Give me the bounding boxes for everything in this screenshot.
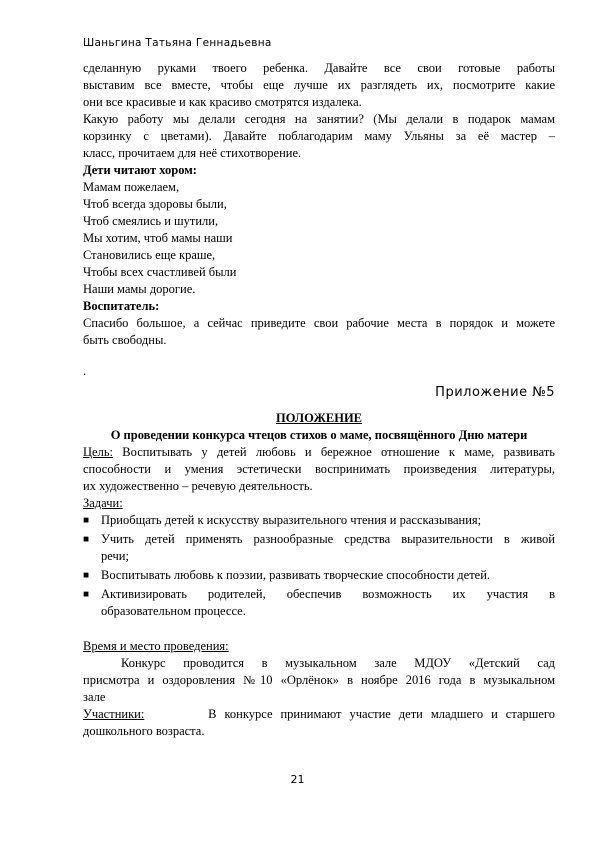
task-line: речи; bbox=[101, 549, 129, 563]
teacher-label: Воспитатель: bbox=[83, 299, 160, 313]
appendix-label: Приложение №5 bbox=[435, 385, 555, 400]
paragraph-line: сделанную руками твоего ребенка. Давайте все свои готовые работы bbox=[83, 61, 555, 75]
tasks-label: Задачи: bbox=[83, 496, 123, 510]
bullet-icon: ■ bbox=[83, 515, 90, 526]
time-line: Конкурс проводится в музыкальном зале МДОУ «Детский сад bbox=[121, 656, 555, 670]
poem-line: Становились еще краше, bbox=[83, 248, 216, 262]
poem-line: Чтоб всегда здоровы были, bbox=[83, 197, 227, 211]
page-number: 21 bbox=[290, 773, 305, 786]
goal-line: способности и умения эстетически воспринимать произведения литературы, bbox=[83, 462, 555, 476]
goal-line: их художественно – речевую деятельность. bbox=[83, 479, 313, 493]
list-item bbox=[83, 512, 555, 529]
poem-line: Чтоб смеялись и шутили, bbox=[83, 214, 219, 228]
list-item bbox=[83, 567, 555, 584]
spacer bbox=[83, 622, 555, 638]
time-line: зале bbox=[83, 690, 106, 704]
task-line: Учить детей применять разнообразные средства выразительности в живой bbox=[101, 532, 555, 546]
poem-line: Мы хотим, чтоб мамы наши bbox=[83, 231, 233, 245]
paragraph-line: корзинку с цветами). Давайте поблагодарим маму Ульяны за её мастер – bbox=[83, 129, 555, 143]
regulation-subtitle: О проведении конкурса чтецов стихов о маме, посвящённого Дню матери bbox=[110, 428, 528, 442]
bullet-icon: ■ bbox=[83, 534, 90, 545]
participants-label: Участники: bbox=[83, 707, 145, 721]
poem-line: Мамам пожелаем, bbox=[83, 180, 180, 194]
paragraph-line: класс, прочитаем для неё стихотворение. bbox=[83, 146, 302, 160]
participants-line bbox=[83, 706, 555, 723]
page-header-author: Шаньгина Татьяна Геннадьевна bbox=[83, 37, 272, 49]
poem-line: Наши мамы дорогие. bbox=[83, 282, 196, 296]
top-section bbox=[83, 60, 555, 381]
list-item bbox=[83, 531, 555, 565]
paragraph-line: Спасибо большое, а сейчас приведите свои рабочие места в порядок и можете bbox=[83, 316, 555, 330]
participants-text: В конкурсе принимают участие дети младшего и старшего bbox=[144, 707, 555, 721]
time-line: присмотра и оздоровления №10 «Орлёнок» в ноябре 2016 года в музыкальном bbox=[83, 673, 555, 687]
list-item bbox=[83, 586, 555, 620]
goal-label: Цель: bbox=[83, 445, 113, 459]
task-line: образовательном процессе. bbox=[101, 604, 246, 618]
tasks-list bbox=[83, 512, 555, 620]
participants-line: дошкольного возраста. bbox=[83, 724, 205, 738]
regulation-title: ПОЛОЖЕНИЕ bbox=[275, 411, 363, 425]
task-line: Воспитывать любовь к поэзии, развивать творческие способности детей. bbox=[101, 568, 491, 582]
poem bbox=[83, 179, 555, 298]
goal-text: Воспитывать у детей любовь и бережное отношение к маме, развивать bbox=[113, 445, 555, 459]
paragraph-line: они все красивые и как красиво смотрятся издалека. bbox=[83, 95, 362, 109]
paragraph-line: быть свободны. bbox=[83, 333, 167, 347]
chorus-label: Дети читают хором: bbox=[83, 163, 197, 177]
bullet-icon: ■ bbox=[83, 589, 90, 600]
bullet-icon: ■ bbox=[83, 570, 90, 581]
task-line: Приобщать детей к искусству выразительного чтения и рассказывания; bbox=[101, 513, 482, 527]
goal-line bbox=[83, 444, 555, 461]
time-label: Время и место проведения: bbox=[83, 639, 229, 653]
task-line: Активизировать родителей, обеспечив возможность их участия в bbox=[101, 587, 555, 601]
paragraph-line: выставим все вместе, чтобы еще лучше их разглядеть их, посмотрите какие bbox=[83, 78, 555, 92]
poem-line: Чтобы всех счастливей были bbox=[83, 265, 237, 279]
regulation-section bbox=[83, 410, 555, 740]
stray-dot: . bbox=[83, 364, 87, 378]
paragraph-line: Какую работу мы делали сегодня на занятии? (Мы делали в подарок мамам bbox=[83, 112, 555, 126]
